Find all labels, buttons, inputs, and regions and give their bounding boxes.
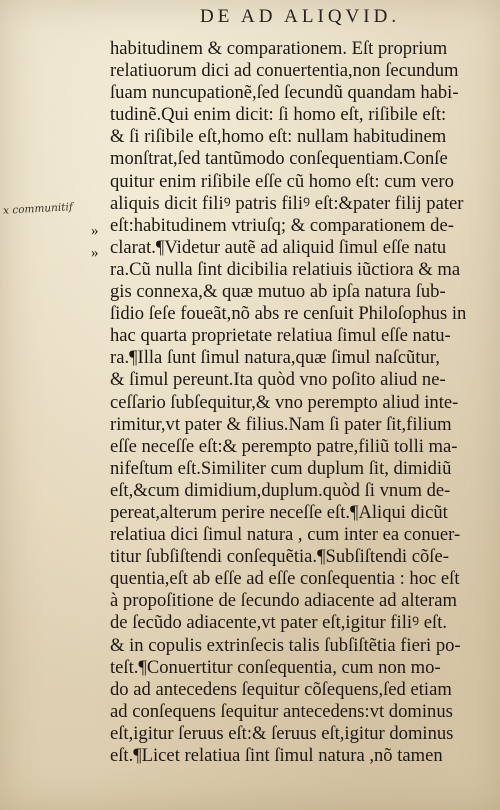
text-line: nifeſtum eſt.Similiter cum duplum ſit, dimidiũ bbox=[110, 457, 452, 479]
text-line: ra.¶Illa ſunt ſimul natura,quæ ſimul naſcũtur, bbox=[110, 347, 440, 369]
text-line: titur ſubſiſtendi conſequẽtia.¶Subſiſtendi cõſe- bbox=[110, 546, 449, 568]
text-line: do ad antecedens ſequitur cõſequens,ſed etiam bbox=[110, 678, 452, 700]
text-line: tudinẽ.Qui enim dicit: ſi homo eſt, riſibile eſt: bbox=[110, 104, 447, 126]
marginal-handwritten-note: x communitif bbox=[2, 201, 74, 217]
text-line: ſidio ſeſe foueãt,nõ abs re cenſuit Philoſophus in bbox=[110, 303, 467, 325]
text-line: & in copulis extrinſecis talis ſubſiſtẽtia fieri po- bbox=[110, 634, 461, 656]
text-line: teſt.¶Conuertitur conſequentia, cum non mo- bbox=[110, 656, 441, 678]
body-text bbox=[110, 38, 482, 767]
text-line: clarat.¶Videtur autẽ ad aliquid ſimul eſſe natu bbox=[110, 236, 447, 258]
running-head: DE AD ALIQVID. bbox=[200, 6, 401, 27]
text-line: ad conſequens ſequitur antecedens:vt dominus bbox=[110, 700, 453, 722]
text-line: ra.Cũ nulla ſint dicibilia relatiuis iũctiora & ma bbox=[110, 258, 461, 280]
text-line: & ſi riſibile eſt,homo eſt: nullam habitudinem bbox=[110, 126, 447, 148]
quote-mark: » bbox=[91, 223, 99, 239]
text-line: pereat,alterum perire neceſſe eſt.¶Aliqui dicũt bbox=[110, 501, 448, 523]
text-line: gis connexa,& quæ mutuo ab ipſa natura ſub- bbox=[110, 281, 446, 303]
text-line: & ſimul pereunt.Ita quòd vno poſito aliud ne- bbox=[110, 369, 446, 391]
text-line: ceſſario ſubſequitur,& vno perempto aliud inte- bbox=[110, 391, 459, 413]
text-line: eſt,&cum dimidium,duplum.quòd ſi vnum de- bbox=[110, 479, 451, 501]
text-line: de ſecũdo adiacente,vt pater eſt,igitur filiꝰ eſt. bbox=[110, 612, 448, 634]
text-line: habitudinem & comparationem. Eſt proprium bbox=[110, 38, 448, 59]
text-line: relatiua dici ſimul natura , cum inter ea conuer- bbox=[110, 524, 461, 546]
text-line: relatiuorum dici ad conuertentia,non ſecundum bbox=[110, 60, 459, 82]
text-line: quitur enim riſibile eſſe cũ homo eſt: cum vero bbox=[110, 170, 454, 192]
text-line: rimitur,vt pater & filius.Nam ſi pater ſit,filium bbox=[110, 413, 452, 435]
text-line: aliquis dicit filiꝰ patris filiꝰ eſt:&pater filij pater bbox=[110, 192, 464, 214]
text-line: ſuam nuncupationẽ,ſed ſecundũ quandam habi- bbox=[110, 82, 459, 104]
text-line: eſt.¶Licet relatiua ſint ſimul natura ,nõ tamen bbox=[110, 745, 443, 766]
text-line: eſſe neceſſe eſt:& perempto patre,filiũ tolli ma- bbox=[110, 435, 458, 457]
text-line: quentia,eſt ab eſſe ad eſſe conſequentia : hoc eſt bbox=[110, 568, 460, 590]
text-line: hac quarta proprietate relatiua ſimul eſſe natu- bbox=[110, 325, 451, 347]
text-line: monſtrat,ſed tantũmodo conſequentiam.Conſe bbox=[110, 148, 448, 170]
text-line: eſt,igitur ſeruus eſt:& ſeruus eſt,igitur dominus bbox=[110, 722, 454, 744]
text-line: eſt:habitudinem vtriuſq; & comparationem de- bbox=[110, 214, 454, 236]
quote-mark: » bbox=[91, 245, 99, 261]
text-line: à propoſitione de ſecundo adiacente ad alteram bbox=[110, 590, 457, 612]
